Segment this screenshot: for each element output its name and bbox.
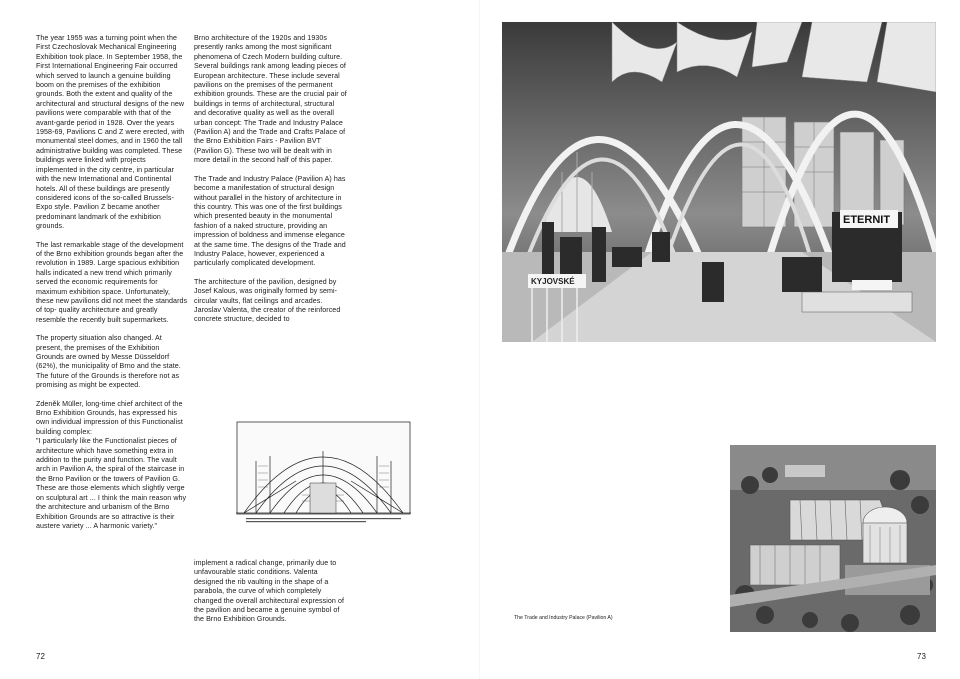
page-number-right: 73 (917, 652, 926, 661)
hall-sign-left: KYJOVSKÉ (531, 277, 575, 286)
aerial-photo (730, 445, 936, 632)
paragraph: The Trade and Industry Palace (Pavilion A) has become a manifestation of structural design without parallel in the history of architecture in this country. This was one of the first buildings which presented beauty in the monumental fashion of a naked structure, providing an impression of boldness and immense elegance at the same time. The designs of the Trade and Industry Palace, however, experienced a particularly complicated development. (194, 174, 346, 268)
quote: "I particularly like the Functionalist pieces of architecture which have something extra in addition to the purity and function. The vault arch in Pavilion A, the spiral of the staircase in the Brno Pavilion or the towers of Pavilion G. These are those elements which slightly verge on sculptural art ... I think the main reason why the architecture and urbanism of the Brno Exhibition Grounds are so attractive is their austere variety ... A harmonic variety." (36, 437, 187, 530)
page-number-left: 72 (36, 652, 45, 661)
text-column-2 (194, 34, 347, 334)
paragraph: The year 1955 was a turning point when the First Czechoslovak Mechanical Engineering Exhibition took place. In September 1958, the First International Engineering Fair occurred which served to launch a genuine building boom on the premises of the exhibition grounds. Both the extent and quality of the architectural and structural designs of the new pavilions were comparable with that of the avant-garde period in 1928. Over the years 1958-69, Pavilions C and Z were erected, with monumental steel domes, and in 1960 the tall administrative building was completed. These buildings were linked with projects implemented in the city centre, in particular with the new International and Continental hotels. All of these buildings are presently considered icons of the so-called Brussels-Expo style. Pavilion Z became another predominant landmark of the exhibition grounds. (36, 34, 185, 231)
paragraph: The property situation also changed. At present, the premises of the Exhibition Grounds are owned by Messe Düsseldorf (62%), the municipality of Brno and the state. The future of the Grounds is therefore not as promising as might be expected. (36, 334, 181, 390)
text-column-1 (36, 34, 188, 540)
text-column-2-continued (194, 559, 347, 634)
hall-sign-right: ETERNIT (843, 214, 891, 226)
exhibition-hall-photo (502, 22, 936, 342)
photo-caption: The Trade and Industry Palace (Pavilion A) (514, 615, 613, 621)
paragraph: implement a radical change, primarily due to unfavourable static conditions. Valenta designed the rib vaulting in the shape of a parabola, the curve of which completely changed the overall architectural expression of the pavilion and became a genuine symbol of the Brno Exhibition Grounds. (194, 559, 345, 624)
paragraph: Zdeněk Müller, long-time chief architect of the Brno Exhibition Grounds, has expressed his own individual impression of this Functionalist building complex: (36, 399, 183, 436)
paragraph: The last remarkable stage of the development of the Brno exhibition grounds began after the revolution in 1989. Large spacious exhibition halls indicated a new trend which primarily served the economic requirements for maximum exhibition space. Unfortunately, these new pavilions did not meet the standards of top- quality architecture and greatly resemble the recently built supermarkets. (36, 240, 188, 324)
paragraph: Brno architecture of the 1920s and 1930s presently ranks among the most significant phenomena of Czech Modern building culture. Several buildings rank among leading pieces of European architecture. These include several pavilions on the premises of the permanent exhibition grounds. These are the crucial pair of buildings in terms of architectural, structural and decorative quality as well as the overall urban concept: The Trade and Industry Palace (Pavilion A) and the Trade and Crafts Palace of the Brno Exhibition Fairs - Pavilion BVT (Pavilion G). These two will be dealt with in more detail in the second half of this paper. (194, 34, 347, 165)
paragraph: The architecture of the pavilion, designed by Josef Kalous, was originally formed by semi-circular vaults, flat ceilings and arcades. Jaroslav Valenta, the creator of the reinforced concrete structure, decided to (194, 277, 341, 324)
vault-section-drawing (236, 421, 411, 525)
